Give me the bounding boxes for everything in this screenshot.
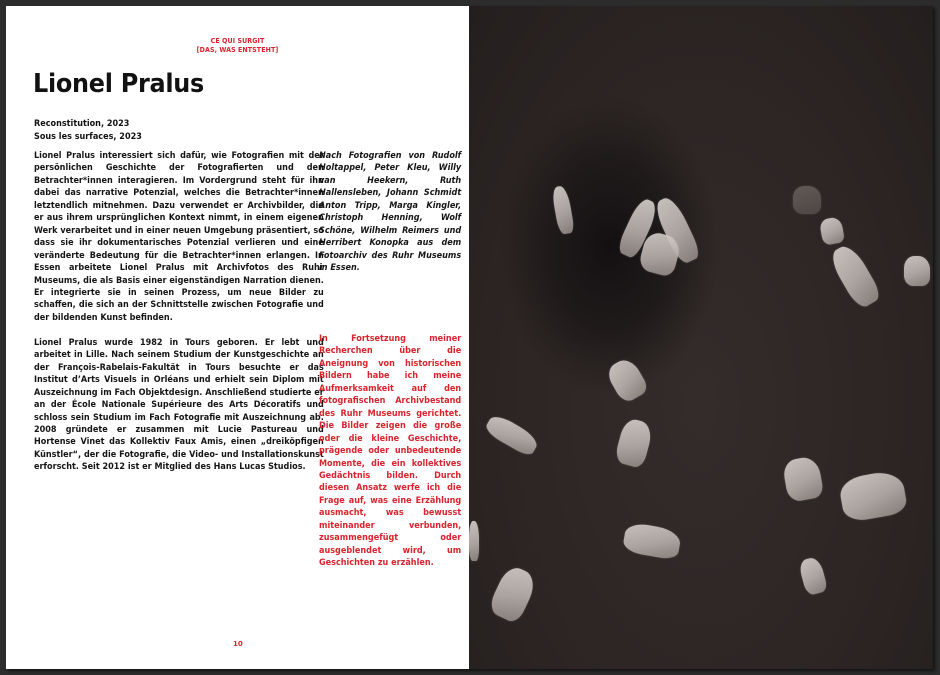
- hand-cutout-icon: [469, 521, 479, 561]
- artwork-photo: [469, 6, 933, 669]
- work-title: Reconstitution, 2023: [34, 119, 130, 129]
- hand-cutout-icon: [483, 412, 541, 458]
- hand-cutout-icon: [827, 241, 883, 310]
- photo-credits: [319, 150, 461, 275]
- hand-cutout-icon: [838, 469, 909, 523]
- hand-cutout-icon: [487, 563, 540, 624]
- bio-paragraph: Lionel Pralus wurde 1982 in Tours geboren. Er lebt und arbeitet in Lille. Nach seinem Studium der Kunstgeschichte an der François-Rabelais-Fakultät in Tours besuchte er das Institut d’Arts Visuels in Orléans und erhielt sein Diplom mit Auszeichnung im Fach Objektdesign. Anschließend studierte er an der École Nationale Supérieure des Arts Décoratifs und schloss sein Studium im Fach Fotografie mit Auszeichnung ab. 2008 gründete er zusammen mit Lucie Pastureau und Hortense Vinet das Kollektiv Faux Amis, einen „dreiköpfigen Künstler“, der die Fotografie, die Video- und Installationskunst erforscht. Seit 2012 ist er Mitglied des Hans Lucas Studios.: [34, 337, 324, 473]
- left-page: [6, 6, 469, 669]
- hand-cutout-icon: [819, 216, 845, 245]
- credits-text: Nach Fotografien von Rudolf Holtappel, Peter Kleu, Willy van Heekern, Ruth Hallensleben, Johann Schmidt Anton Tripp, Marga Kingler, Christoph Henning, Wolf Schöne, Wilhelm Reimers und Herribert Konopka aus dem Fotoarchiv des Ruhr Museums in Essen.: [319, 151, 462, 274]
- page-number: 10: [233, 640, 243, 648]
- kicker-subtitle: [DAS, WAS ENTSTEHT]: [196, 46, 279, 54]
- hand-cutout-icon: [551, 185, 575, 235]
- hand-cutout-icon: [798, 556, 829, 596]
- kicker-title: CE QUI SURGIT: [210, 37, 265, 45]
- hand-cutout-icon: [782, 455, 825, 503]
- works-list: [34, 118, 142, 143]
- hand-cutout-icon: [793, 186, 821, 214]
- hand-cutout-icon: [904, 256, 930, 286]
- hand-cutout-icon: [614, 417, 655, 469]
- hand-cutout-icon: [622, 521, 682, 560]
- book-spread: [6, 6, 933, 669]
- bio-paragraph: Lionel Pralus interessiert sich dafür, wie Fotografien mit der persönlichen Geschichte der Fotografierten und den Betrachter*innen interagieren. Im Vordergrund steht für ihn dabei das narrative Potenzial, welches die Betrachter*innen letztendlich mitnehmen. Dazu verwendet er Archivbilder, die er aus ihrem ursprünglichen Kontext nimmt, in einem eigenen Werk verarbeitet und in einer neuen Umgebung präsentiert, so dass sie ihr dokumentarisches Potenzial verlieren und eine veränderte Bedeutung für die Betrachter*innen erlangen. In Essen arbeitete Lionel Pralus mit Archivfotos des Ruhr Museums, die als Basis einer eigenständigen Narration dienen. Er integrierte sie in seinen Prozess, um neue Bilder zu schaffen, die sich an der Schnittstelle zwischen Fotografie und der bildenden Kunst befinden.: [34, 151, 324, 323]
- section-kicker: [6, 37, 469, 55]
- work-title: Sous les surfaces, 2023: [34, 131, 142, 142]
- artist-statement: [319, 333, 461, 570]
- main-text-column: [34, 150, 324, 474]
- statement-text: In Fortsetzung meiner Recherchen über die Aneignung von historischen Bildern habe ich meine Aufmerksamkeit auf den fotografischen Archivbestand des Ruhr Museums gerichtet. Die Bilder zeigen die große oder die kleine Geschichte, prägende oder unbedeutende Momente, die ein kollektives Gedächtnis bilden. Durch diesen Ansatz werfe ich die Frage auf, was eine Erzählung ausmacht, was bewusst miteinander verbunden, zusammengefügt oder ausgeblendet wird, um Geschichten zu erzählen.: [319, 334, 462, 569]
- artist-name: Lionel Pralus: [33, 69, 205, 99]
- hand-cutout-icon: [604, 355, 650, 405]
